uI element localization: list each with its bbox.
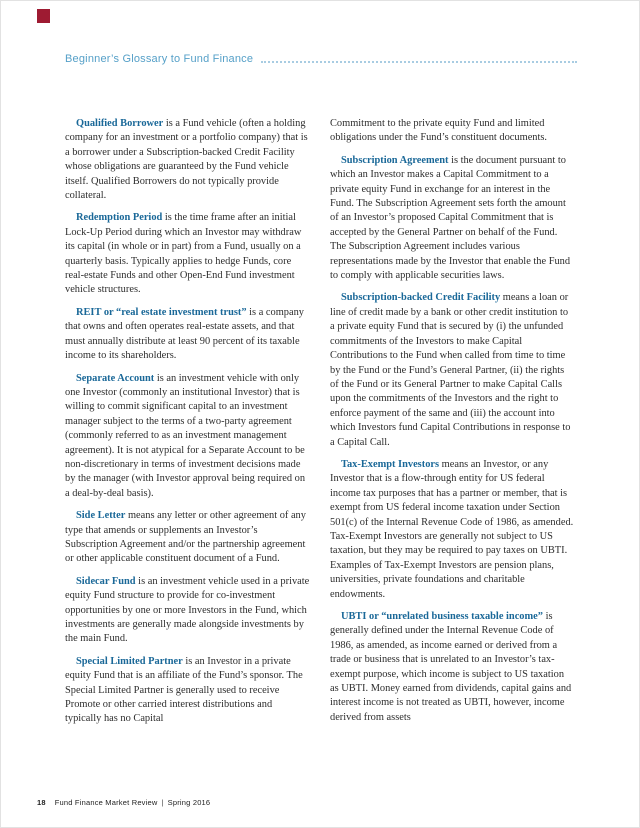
page-header <box>65 53 577 65</box>
glossary-entry: REIT or “real estate investment trust” is a company that owns and often operates real-estate assets, and that must annually distribute at least 90 percent of its taxable income to its shareholders. <box>65 306 304 362</box>
glossary-term: Qualified Borrower <box>76 118 164 129</box>
glossary-entry: Subscription Agreement is the document pursuant to which an Investor makes a Capital Commitment to a private equity Fund in exchange for an interest in the Fund. The Subscription Agreement sets forth the amount of an Investor’s proposed Capital Commitment that is accepted by the General Partner on behalf of the Fund. The Subscription Agreement includes various representations made by the Investor that enable the Fund to comply with applicable securities laws. <box>330 154 571 282</box>
glossary-entry: Special Limited Partner is an Investor in a private equity Fund that is an affiliate of the Fund’s sponsor. The Special Limited Partner is generally used to receive Promote or other carried interest distributions and typically has no Capital <box>65 655 303 725</box>
glossary-entry: Qualified Borrower is a Fund vehicle (often a holding company for an investment or a portfolio company) that is a borrower under a Subscription-backed Credit Facility whose obligations are guaranteed by the Fund vehicle itself. Qualified Borrowers do not typically provide collateral. <box>65 118 308 202</box>
page-number: 18 <box>37 798 46 807</box>
glossary-entry: UBTI or “unrelated business taxable income” is generally defined under the Internal Revenue Code of 1986, as amended, as income earned or derived from a trade or business that is unrelated to an Investor’s tax-exempt purpose, which income is subject to US taxation as UBTI. Money earned from dividends, capital gains and interest income is not treated as UBTI, however, income derived from assets <box>330 611 572 723</box>
glossary-term: Subscription-backed Credit Facility <box>341 292 501 304</box>
glossary-entry: Tax-Exempt Investors means an Investor, or any Investor that is a flow-through entity for US federal income tax purposes that has a partner or member, that is exempt from US federal income taxation under Section 501(c) of the Internal Revenue Code of 1986, as amended. Tax-Exempt Investors are generally not subject to US taxation, but they may be required to pay taxes on UBTI. Examples of Tax-Exempt Investors are pension plans, universities, private foundations and charitable endowments. <box>330 458 574 600</box>
publisher-logo <box>37 9 50 23</box>
glossary-term: Tax-Exempt Investors <box>341 458 440 470</box>
glossary-term: Side Letter <box>76 510 126 522</box>
glossary-term: Subscription Agreement <box>341 154 449 166</box>
page-footer <box>37 798 210 807</box>
footer-issue: Spring 2016 <box>167 798 211 807</box>
glossary-entry: Subscription-backed Credit Facility means a loan or line of credit made by a bank or other credit institution to a private equity Fund that is secured by (i) the unfunded commitments of the Investors to make Capital Contributions to the Fund when called from time to time by the Fund or the Fund’s General Partner, (ii) the rights of the Fund or its General Partner to make Capital Calls upon the commitments of the Investors and the right to enforce payment of the same and (iii) the account into which Investors fund Capital Contributions in response to a Capital Call. <box>330 292 571 448</box>
glossary-columns <box>65 117 575 735</box>
footer-separator: | <box>161 798 164 807</box>
glossary-term: Sidecar Fund <box>76 575 136 587</box>
header-title: Beginner’s Glossary to Fund Finance <box>65 53 254 65</box>
footer-publication: Fund Finance Market Review <box>54 798 158 807</box>
glossary-term: REIT or “real estate investment trust” <box>76 306 247 318</box>
glossary-term: Redemption Period <box>76 212 163 224</box>
glossary-entry: Separate Account is an investment vehicle with only one Investor (commonly an institutional Investor) that is willing to commit significant capital to an investment manager subject to the terms of a two-party agreement (commonly referred to as an investment management agreement). It is not atypical for a Separate Account to be non-discretionary in terms of investment decisions made by the manager (with Investor approval being required on a deal-by-deal basis). <box>65 372 306 499</box>
glossary-term: Special Limited Partner <box>76 655 183 667</box>
glossary-entry: Sidecar Fund is an investment vehicle used in a private equity Fund structure to provide for co-investment opportunities by one or more Investors in the Fund, which investments are generally made alongside investments by the main Fund. <box>65 575 310 645</box>
glossary-entry: Commitment to the private equity Fund and limited obligations under the Fund’s constituent documents. <box>330 118 548 144</box>
left-column <box>65 117 310 735</box>
glossary-entry: Redemption Period is the time frame after an initial Lock-Up Period during which an Investor may withdraw its capital (in whole or in part) from a Fund, usually on a quarterly basis. Typically applies to hedge Funds, core real-estate Funds and other Open-End Fund investment vehicle structures. <box>65 212 302 296</box>
header-dotted-rule <box>261 61 577 63</box>
glossary-entry: Side Letter means any letter or other agreement of any type that amends or supplements an Investor’s Subscription Agreement and/or the partnership agreement or other applicable constituent document of a Fund. <box>65 510 306 565</box>
glossary-term: UBTI or “unrelated business taxable income” <box>341 611 543 622</box>
glossary-term: Separate Account <box>76 372 155 384</box>
right-column <box>330 117 575 735</box>
